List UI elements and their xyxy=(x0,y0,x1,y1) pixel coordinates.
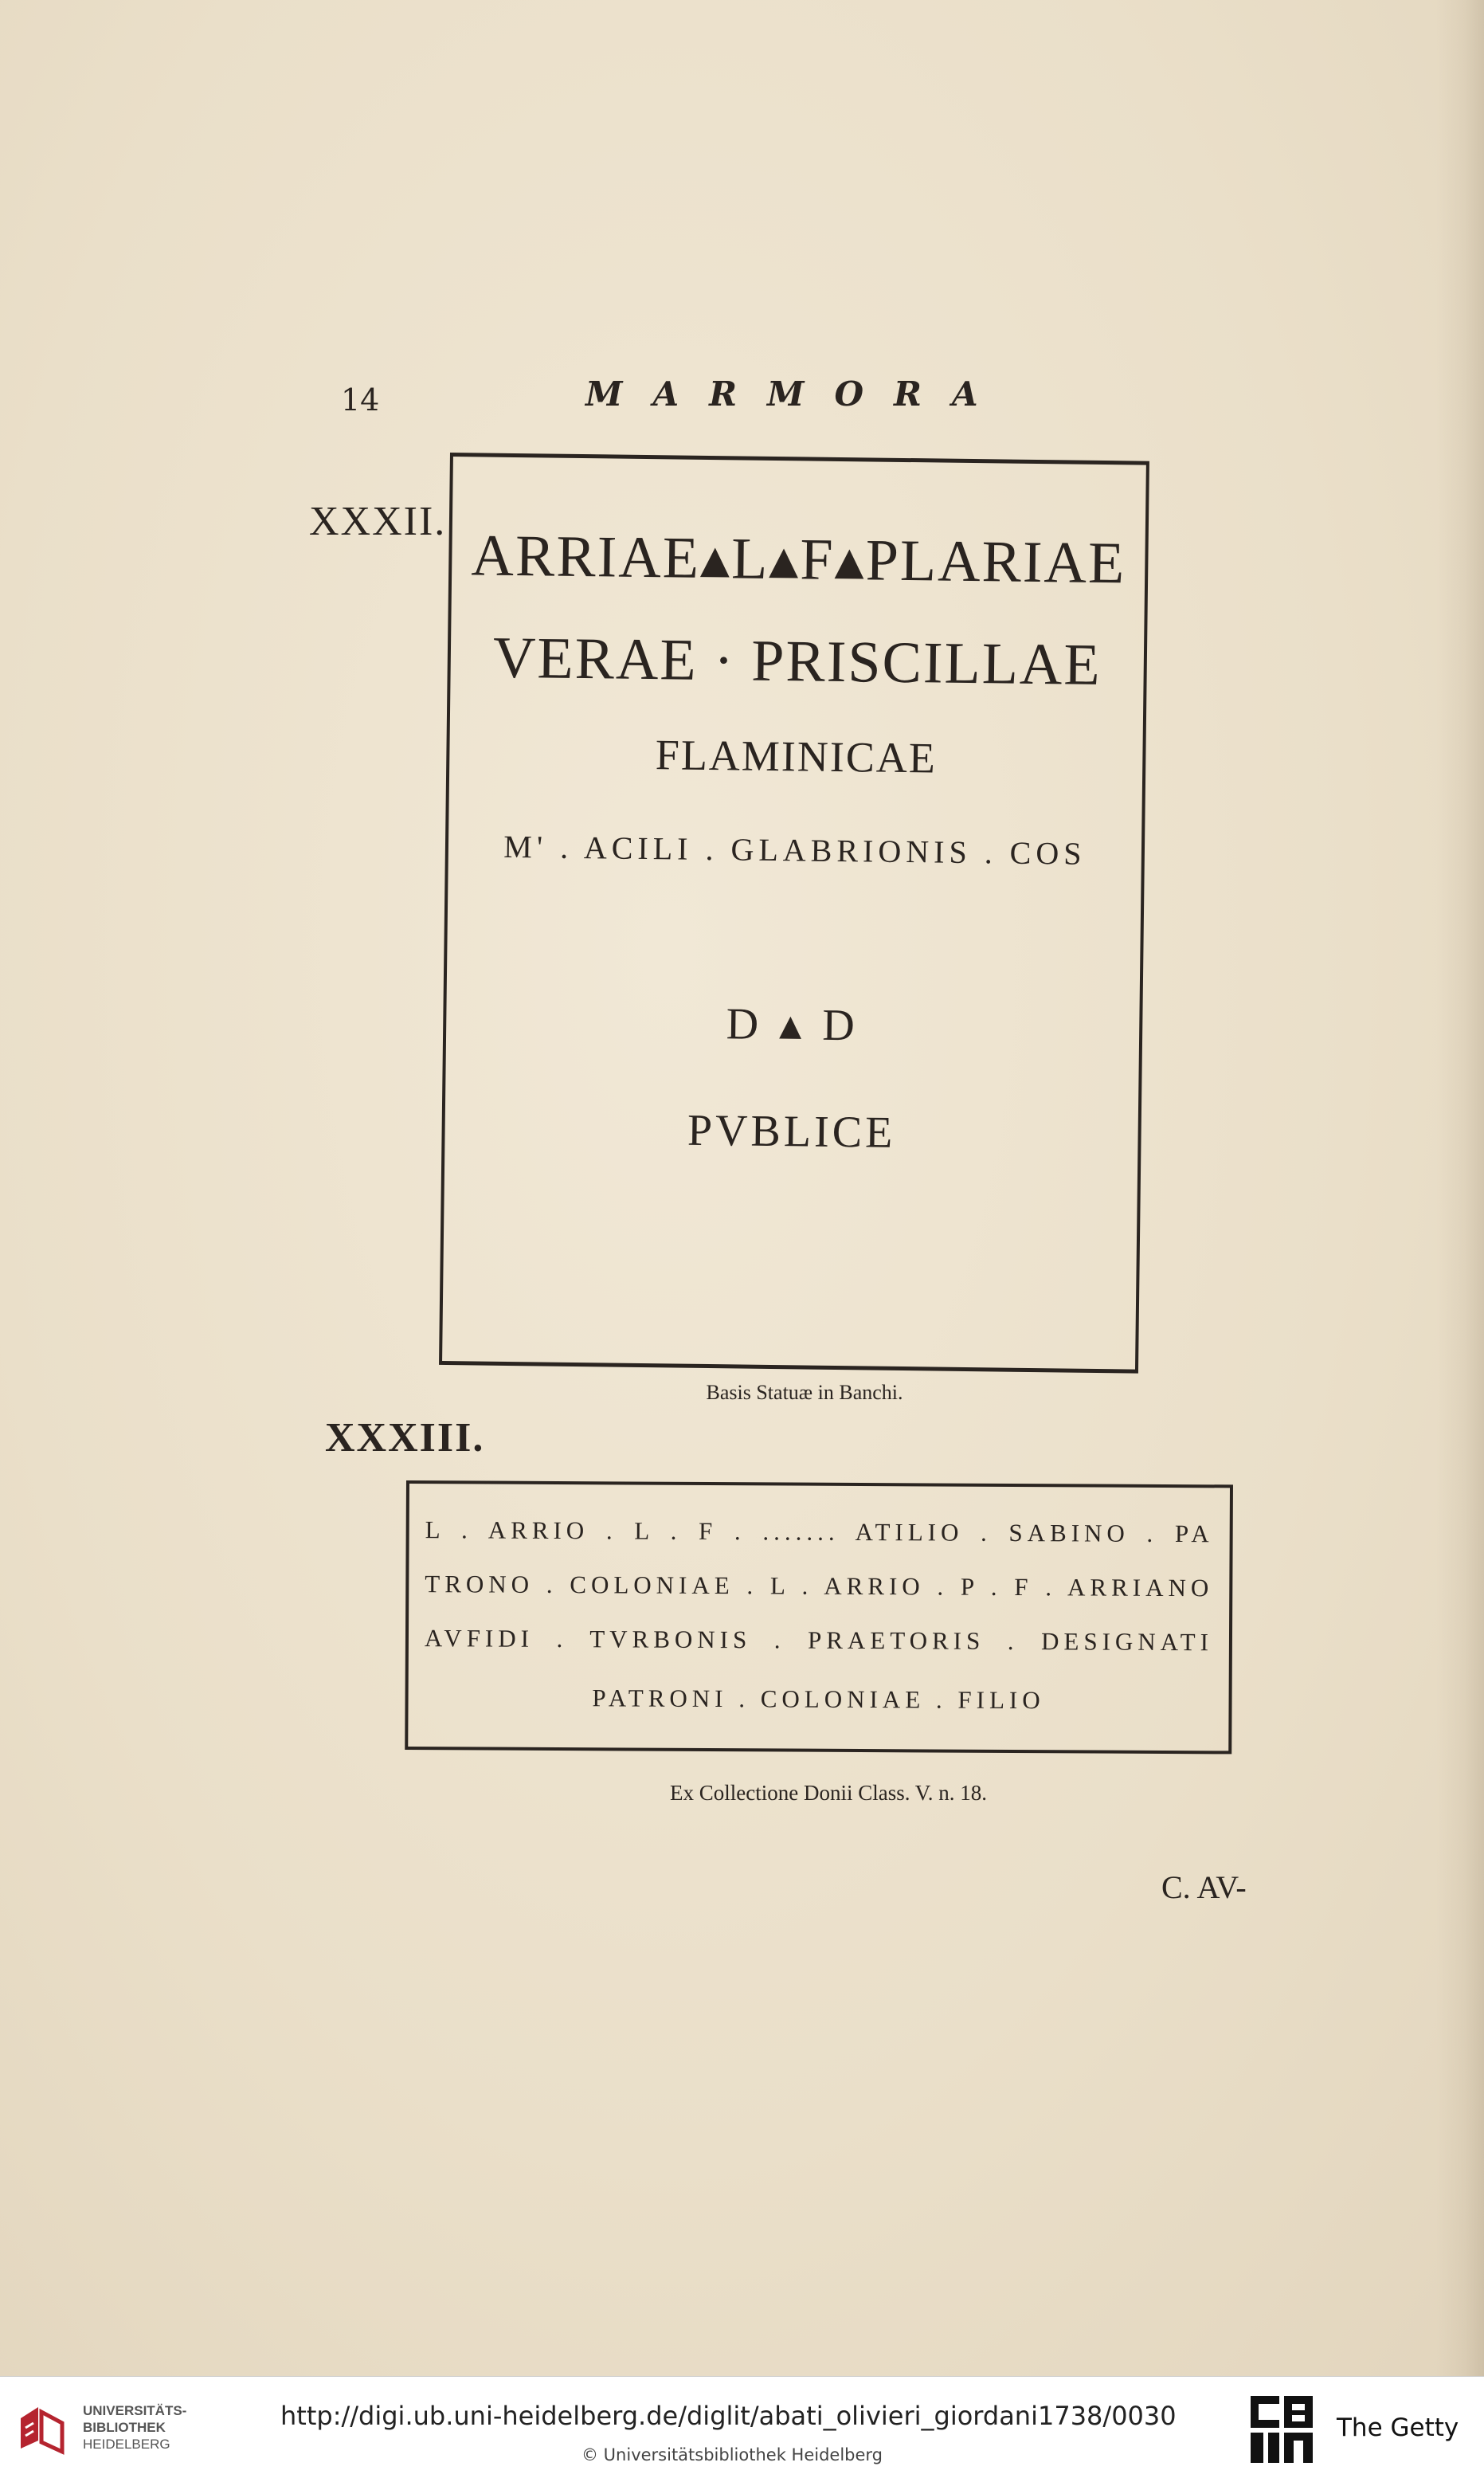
library-name-line-3: HEIDELBERG xyxy=(83,2437,170,2452)
inscription-32-line-6: PVBLICE xyxy=(687,1105,896,1158)
catchword: C. AV- xyxy=(1161,1869,1247,1905)
permalink-url[interactable]: http://digi.ub.uni-heidelberg.de/diglit/abati_olivieri_giordani1738/0030 xyxy=(280,2401,1177,2431)
inscription-number-33: XXXIII. xyxy=(325,1415,485,1461)
library-name xyxy=(83,2402,186,2453)
inscription-33-line-3: AVFIDI . TVRBONIS . PRAETORIS . DESIGNATI xyxy=(424,1624,1214,1657)
partner-name: The Getty xyxy=(1337,2413,1459,2442)
library-name-line-1: UNIVERSITÄTS- xyxy=(83,2403,187,2418)
inscription-33-line-2: TRONO . COLONIAE . L . ARRIO . P . F . ARRIANO xyxy=(425,1570,1214,1602)
page-number: 14 xyxy=(341,382,380,418)
inscription-32-caption: Basis Statuæ in Banchi. xyxy=(706,1381,903,1404)
inscription-33-line-4: PATRONI . COLONIAE . FILIO xyxy=(592,1684,1045,1715)
inscription-32-line-1: ARRIAE▴L▴F▴PLARIAE xyxy=(471,523,1126,597)
inscription-32-line-3: FLAMINICAE xyxy=(655,731,938,782)
inscription-number-32: XXXII. xyxy=(309,499,447,544)
inscription-32-line-4: M' . ACILI . GLABRIONIS . COS xyxy=(503,828,1087,872)
inscription-32-line-2: VERAE · PRISCILLAE xyxy=(492,625,1102,699)
inscription-33-caption: Ex Collectione Donii Class. V. n. 18. xyxy=(670,1781,987,1805)
university-library-logo-icon[interactable] xyxy=(14,2401,72,2458)
footer-bar xyxy=(0,2376,1484,2482)
running-title: MARMORA xyxy=(585,374,1008,414)
copyright-notice: © Universitätsbibliothek Heidelberg xyxy=(581,2445,883,2464)
page-edge-shadow xyxy=(1436,0,1484,2376)
getty-logo-icon[interactable] xyxy=(1249,2394,1314,2464)
inscription-33-frame xyxy=(405,1480,1233,1754)
inscription-33-line-1: L . ARRIO . L . F . ....... ATILIO . SABINO . PA xyxy=(425,1515,1214,1548)
inscription-32-frame xyxy=(439,453,1149,1374)
inscription-32-line-5: D ▴ D xyxy=(726,999,860,1051)
library-name-line-2: BIBLIOTHEK xyxy=(83,2420,166,2435)
